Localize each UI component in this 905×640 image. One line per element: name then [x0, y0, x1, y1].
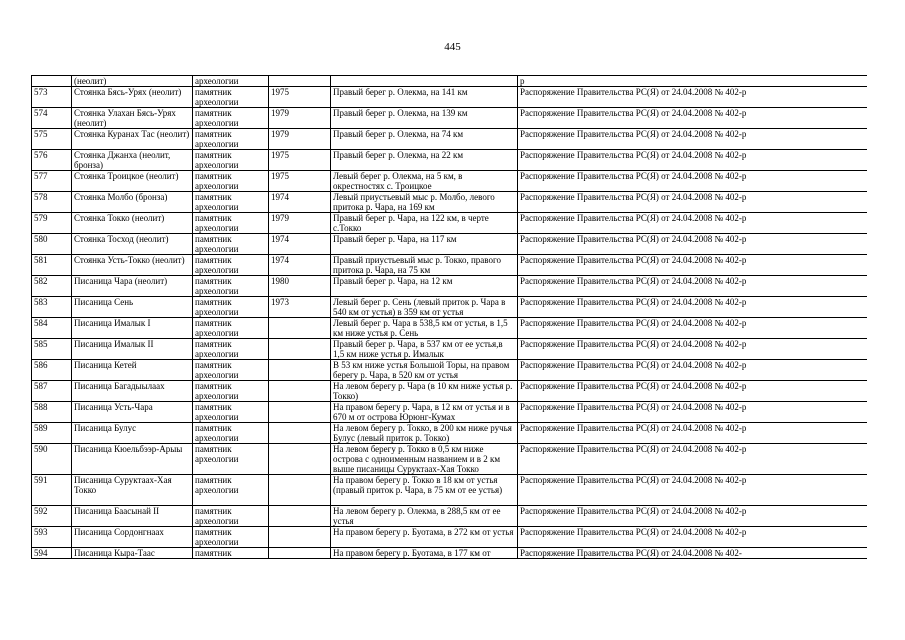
row-number: 582	[32, 276, 72, 297]
table-row	[32, 213, 868, 234]
legal-document: Распоряжение Правительства РС(Я) от 24.04.2008 № 402-р	[518, 276, 868, 297]
monument-name: Писаница Багадыылаах	[72, 381, 193, 402]
monument-type: археологии	[193, 76, 269, 87]
table-row	[32, 276, 868, 297]
monument-type: памятник археологии	[193, 255, 269, 276]
table-row	[32, 255, 868, 276]
survey-year: 1979	[269, 213, 331, 234]
monument-location: На правом берегу р. Чара, в 12 км от устья и в 670 м от острова Юрюнг-Кумах	[331, 402, 518, 423]
monument-type: памятник археологии	[193, 108, 269, 129]
legal-document: Распоряжение Правительства РС(Я) от 24.04.2008 № 402-р	[518, 444, 868, 475]
monument-location: Правый берег р. Чара, на 12 км	[331, 276, 518, 297]
legal-document: Распоряжение Правительства РС(Я) от 24.04.2008 № 402-р	[518, 360, 868, 381]
monument-type: памятник	[193, 548, 269, 559]
monument-name: Писаница Кетей	[72, 360, 193, 381]
monument-location: Правый берег р. Чара, в 537 км от ее устья,в 1,5 км ниже устья р. Ималык	[331, 339, 518, 360]
row-number: 575	[32, 129, 72, 150]
monument-name: Стоянка Троицкое (неолит)	[72, 171, 193, 192]
table-row	[32, 129, 868, 150]
monument-name: Стоянка Усть-Токко (неолит)	[72, 255, 193, 276]
legal-document: Распоряжение Правительства РС(Я) от 24.04.2008 № 402-р	[518, 475, 868, 506]
row-number: 581	[32, 255, 72, 276]
row-number: 592	[32, 506, 72, 527]
monument-type: памятник археологии	[193, 527, 269, 548]
legal-document: Распоряжение Правительства РС(Я) от 24.04.2008 № 402-р	[518, 506, 868, 527]
row-number: 591	[32, 475, 72, 506]
monument-name: Писаница Сордонгнаах	[72, 527, 193, 548]
row-number: 574	[32, 108, 72, 129]
legal-document: Распоряжение Правительства РС(Я) от 24.04.2008 № 402-	[518, 548, 868, 559]
monument-name: Писаница Булус	[72, 423, 193, 444]
monument-name: Писаница Чара (неолит)	[72, 276, 193, 297]
survey-year	[269, 423, 331, 444]
survey-year: 1974	[269, 192, 331, 213]
monument-location: На левом берегу р. Токко в 0,5 км ниже острова с одноименным названием и в 2 км выше писаницы Суруктаах-Хая Токко	[331, 444, 518, 475]
table-row	[32, 108, 868, 129]
row-number: 585	[32, 339, 72, 360]
survey-year: 1973	[269, 297, 331, 318]
row-number: 594	[32, 548, 72, 559]
survey-year	[269, 402, 331, 423]
monument-type: памятник археологии	[193, 381, 269, 402]
monument-type: памятник археологии	[193, 318, 269, 339]
monument-location: Правый приустьевый мыс р. Токко, правого притока р. Чара, на 75 км	[331, 255, 518, 276]
row-number: 573	[32, 87, 72, 108]
survey-year	[269, 76, 331, 87]
monument-name: Писаница Ималык II	[72, 339, 193, 360]
monument-type: памятник археологии	[193, 213, 269, 234]
monument-type: памятник археологии	[193, 171, 269, 192]
monument-name: Писаница Кюельбээр-Арыы	[72, 444, 193, 475]
legal-document: Распоряжение Правительства РС(Я) от 24.04.2008 № 402-р	[518, 213, 868, 234]
monument-location: Левый берег р. Олекма, на 5 км, в окрестностях с. Троицкое	[331, 171, 518, 192]
monument-location: Правый берег р. Олекма, на 74 км	[331, 129, 518, 150]
monument-type: памятник археологии	[193, 192, 269, 213]
registry-table-body	[32, 76, 868, 559]
table-row	[32, 506, 868, 527]
monument-type: памятник археологии	[193, 402, 269, 423]
monument-name: Стоянка Джанха (неолит, бронза)	[72, 150, 193, 171]
monument-type: памятник археологии	[193, 506, 269, 527]
row-number: 579	[32, 213, 72, 234]
monument-location: Левый берег р. Чара в 538,5 км от устья, в 1,5 км ниже устья р. Сень	[331, 318, 518, 339]
monument-location: Правый берег р. Олекма, на 139 км	[331, 108, 518, 129]
monument-location: Правый берег р. Олекма, на 141 км	[331, 87, 518, 108]
monument-location: На правом берегу р. Буотама, в 177 км от	[331, 548, 518, 559]
monument-name: Писаница Суруктаах-Хая Токко	[72, 475, 193, 506]
monument-type: памятник археологии	[193, 150, 269, 171]
legal-document: Распоряжение Правительства РС(Я) от 24.04.2008 № 402-р	[518, 150, 868, 171]
legal-document: Распоряжение Правительства РС(Я) от 24.04.2008 № 402-р	[518, 129, 868, 150]
monument-location: Правый берег р. Чара, на 117 км	[331, 234, 518, 255]
survey-year: 1974	[269, 234, 331, 255]
monument-type: памятник археологии	[193, 423, 269, 444]
survey-year	[269, 506, 331, 527]
legal-document: Распоряжение Правительства РС(Я) от 24.04.2008 № 402-р	[518, 423, 868, 444]
survey-year	[269, 475, 331, 506]
table-row	[32, 527, 868, 548]
survey-year	[269, 548, 331, 559]
row-number: 590	[32, 444, 72, 475]
survey-year	[269, 527, 331, 548]
monument-type: памятник археологии	[193, 444, 269, 475]
monument-location: Правый берег р. Чара, на 122 км, в черте с.Токко	[331, 213, 518, 234]
row-number: 593	[32, 527, 72, 548]
table-row	[32, 444, 868, 475]
row-number: 580	[32, 234, 72, 255]
monument-type: памятник археологии	[193, 234, 269, 255]
survey-year: 1979	[269, 129, 331, 150]
monument-location: На правом берегу р. Токко в 18 км от устья (правый приток р. Чара, в 75 км от ее устья)	[331, 475, 518, 506]
survey-year	[269, 339, 331, 360]
table-row	[32, 548, 868, 559]
legal-document: р	[518, 76, 868, 87]
table-row	[32, 402, 868, 423]
monument-name: Стоянка Токко (неолит)	[72, 213, 193, 234]
monument-name: Писаница Усть-Чара	[72, 402, 193, 423]
monument-type: памятник археологии	[193, 129, 269, 150]
monument-location: Левый приустьевый мыс р. Молбо, левого притока р. Чара, на 169 км	[331, 192, 518, 213]
monument-location: На левом берегу р. Олекма, в 288,5 км от ее устья	[331, 506, 518, 527]
row-number: 576	[32, 150, 72, 171]
survey-year	[269, 318, 331, 339]
monument-location: Правый берег р. Олекма, на 22 км	[331, 150, 518, 171]
legal-document: Распоряжение Правительства РС(Я) от 24.04.2008 № 402-р	[518, 234, 868, 255]
table-row	[32, 297, 868, 318]
table-row	[32, 423, 868, 444]
table-row	[32, 171, 868, 192]
survey-year	[269, 444, 331, 475]
legal-document: Распоряжение Правительства РС(Я) от 24.04.2008 № 402-р	[518, 527, 868, 548]
monument-name: Стоянка Куранах Тас (неолит)	[72, 129, 193, 150]
legal-document: Распоряжение Правительства РС(Я) от 24.04.2008 № 402-р	[518, 381, 868, 402]
row-number: 588	[32, 402, 72, 423]
table-row	[32, 339, 868, 360]
monument-type: памятник археологии	[193, 360, 269, 381]
survey-year	[269, 360, 331, 381]
monument-type: памятник археологии	[193, 475, 269, 506]
table-row	[32, 360, 868, 381]
table-row	[32, 192, 868, 213]
table-row	[32, 381, 868, 402]
row-number	[32, 76, 72, 87]
table-row	[32, 76, 868, 87]
legal-document: Распоряжение Правительства РС(Я) от 24.04.2008 № 402-р	[518, 402, 868, 423]
table-row	[32, 87, 868, 108]
legal-document: Распоряжение Правительства РС(Я) от 24.04.2008 № 402-р	[518, 108, 868, 129]
monument-name: Писаница Сень	[72, 297, 193, 318]
monument-name: Стоянка Бясь-Урях (неолит)	[72, 87, 193, 108]
survey-year: 1975	[269, 171, 331, 192]
row-number: 587	[32, 381, 72, 402]
monument-name: (неолит)	[72, 76, 193, 87]
monument-name: Писаница Кыра-Таас	[72, 548, 193, 559]
monument-name: Стоянка Молбо (бронза)	[72, 192, 193, 213]
monument-location: На правом берегу р. Буотама, в 272 км от устья	[331, 527, 518, 548]
legal-document: Распоряжение Правительства РС(Я) от 24.04.2008 № 402-р	[518, 192, 868, 213]
monument-type: памятник археологии	[193, 297, 269, 318]
page-number: 445	[444, 41, 461, 53]
monument-name: Стоянка Тосход (неолит)	[72, 234, 193, 255]
monument-type: памятник археологии	[193, 87, 269, 108]
registry-table-container	[31, 75, 867, 599]
legal-document: Распоряжение Правительства РС(Я) от 24.04.2008 № 402-р	[518, 318, 868, 339]
monument-name: Писаница Баасынай II	[72, 506, 193, 527]
survey-year: 1975	[269, 87, 331, 108]
monument-type: памятник археологии	[193, 339, 269, 360]
row-number: 583	[32, 297, 72, 318]
legal-document: Распоряжение Правительства РС(Я) от 24.04.2008 № 402-р	[518, 255, 868, 276]
row-number: 578	[32, 192, 72, 213]
legal-document: Распоряжение Правительства РС(Я) от 24.04.2008 № 402-р	[518, 339, 868, 360]
row-number: 586	[32, 360, 72, 381]
row-number: 577	[32, 171, 72, 192]
row-number: 584	[32, 318, 72, 339]
survey-year	[269, 381, 331, 402]
legal-document: Распоряжение Правительства РС(Я) от 24.04.2008 № 402-р	[518, 171, 868, 192]
monument-location	[331, 76, 518, 87]
table-row	[32, 475, 868, 506]
monument-type: памятник археологии	[193, 276, 269, 297]
table-row	[32, 150, 868, 171]
monument-location: На левом берегу р. Токко, в 200 км ниже ручья Булус (левый приток р. Токко)	[331, 423, 518, 444]
table-row	[32, 318, 868, 339]
survey-year: 1979	[269, 108, 331, 129]
monument-name: Писаница Ималык I	[72, 318, 193, 339]
monument-location: В 53 км ниже устья Большой Торы, на правом берегу р. Чара, в 520 км от устья	[331, 360, 518, 381]
monument-location: Левый берег р. Сень (левый приток р. Чара в 540 км от устья) в 359 км от устья	[331, 297, 518, 318]
monument-name: Стоянка Улахан Бясь-Урях (неолит)	[72, 108, 193, 129]
survey-year: 1974	[269, 255, 331, 276]
monument-location: На левом берегу р. Чара (в 10 км ниже устья р. Токко)	[331, 381, 518, 402]
survey-year: 1980	[269, 276, 331, 297]
registry-table	[31, 75, 867, 559]
table-row	[32, 234, 868, 255]
row-number: 589	[32, 423, 72, 444]
legal-document: Распоряжение Правительства РС(Я) от 24.04.2008 № 402-р	[518, 87, 868, 108]
legal-document: Распоряжение Правительства РС(Я) от 24.04.2008 № 402-р	[518, 297, 868, 318]
survey-year: 1975	[269, 150, 331, 171]
